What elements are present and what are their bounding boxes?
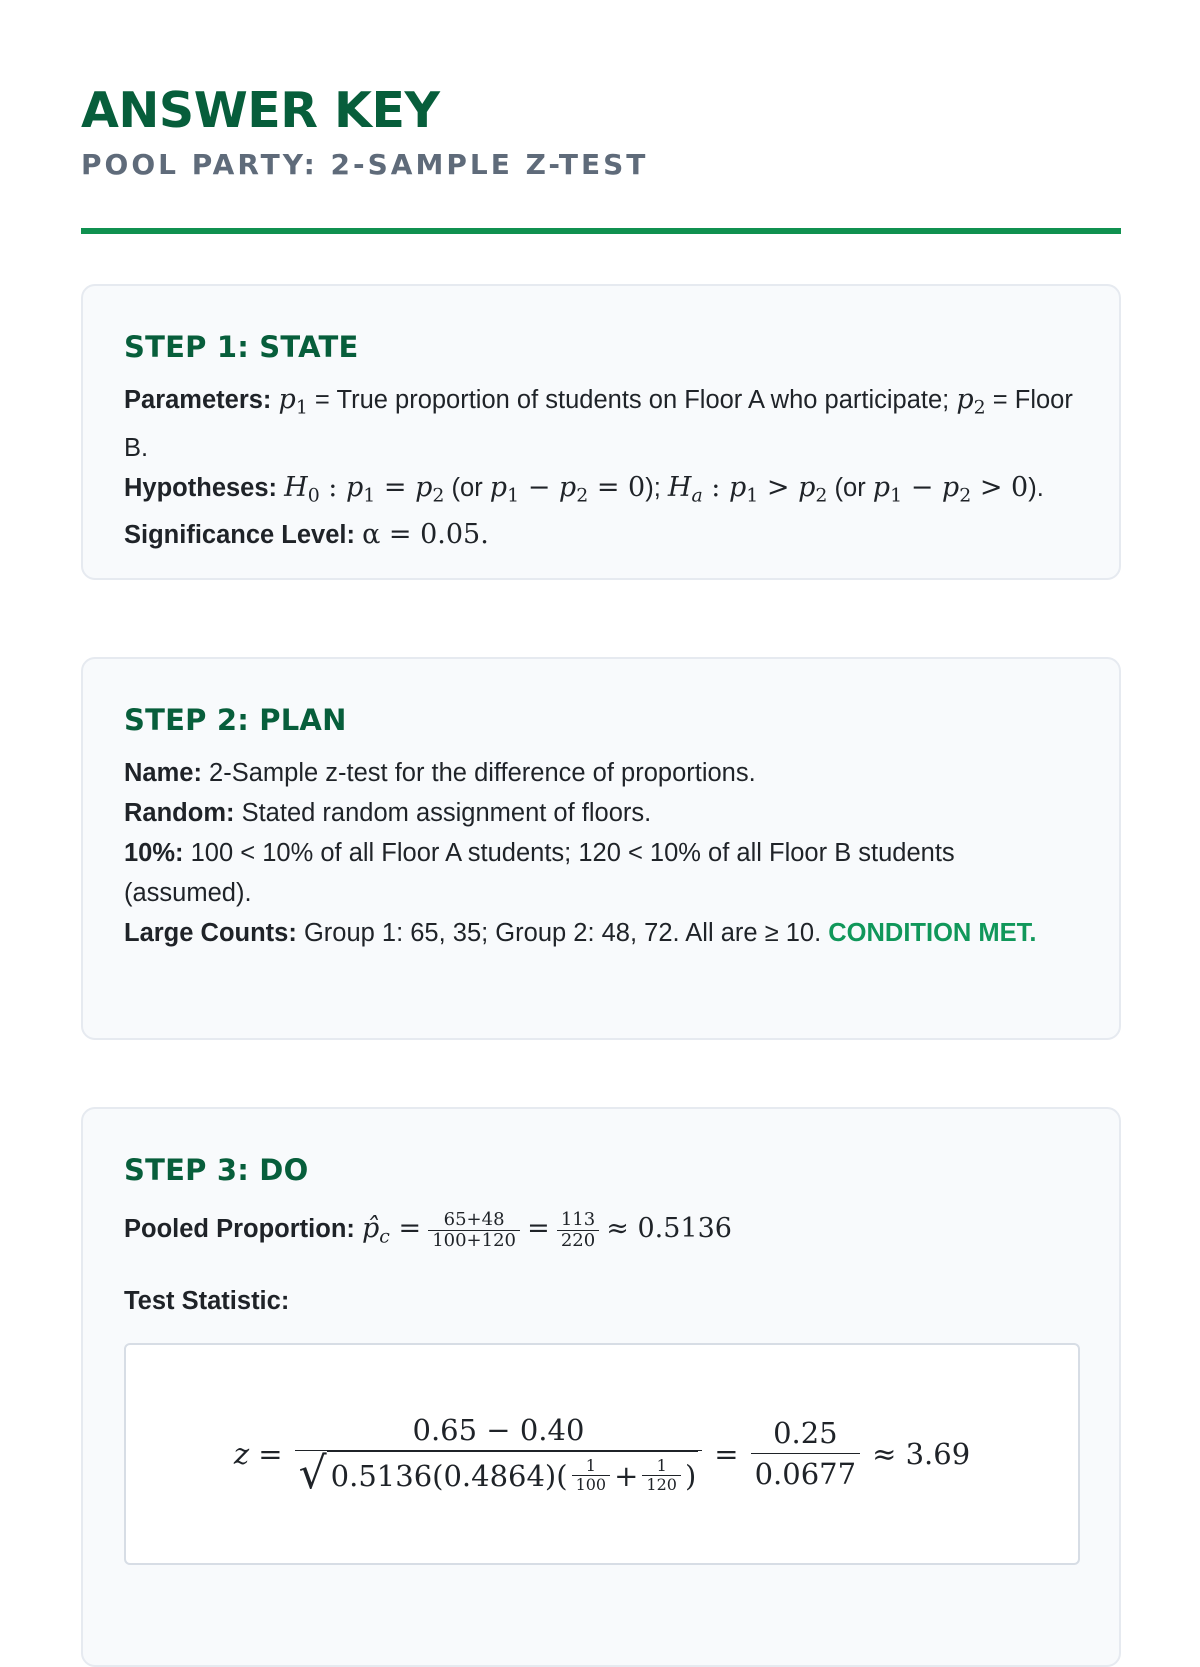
random-label: Random: <box>124 799 235 827</box>
step3-card <box>81 1107 1121 1667</box>
pooled-frac2-den: 220 <box>560 1229 596 1251</box>
ten-percent-line <box>124 833 1079 913</box>
pooled-fraction-1 <box>428 1210 520 1251</box>
n1-den: 100 <box>575 1475 607 1495</box>
hypotheses-line <box>124 468 1079 516</box>
plus-sign: + <box>614 1458 639 1493</box>
hypotheses-close: ); <box>645 473 661 502</box>
ten-percent-label: 10%: <box>124 839 184 867</box>
pooled-frac2-num: 113 <box>557 1210 599 1231</box>
null-hypothesis-diff: $p_1 - p_2 = 0$ <box>489 471 646 507</box>
step2-heading: STEP 2: PLAN <box>124 703 347 737</box>
hypotheses-end: ). <box>1028 473 1044 502</box>
large-counts-text: Group 1: 65, 35; Group 2: 48, 72. All are ≥ 10. <box>303 919 822 947</box>
z-simplified-num: 0.25 <box>751 1413 860 1454</box>
null-hypothesis: $H_0$ : $p_1 = p_2$ <box>284 471 445 507</box>
parameters-text-b: = Floor B. <box>124 386 1073 462</box>
step3-heading: STEP 3: DO <box>124 1153 309 1187</box>
test-statistic-label: Test Statistic: <box>124 1286 290 1315</box>
parameters-text-a: = True proportion of students on Floor A who participate; <box>307 386 957 414</box>
alt-hypothesis: $H_a$ : $p_1 > p_2$ <box>667 471 828 507</box>
pooled-result: ≈ 0.5136 <box>606 1213 732 1244</box>
large-counts-label: Large Counts: <box>124 919 297 947</box>
sqrt-expression <box>298 1447 699 1499</box>
alt-hypothesis-diff: $p_1 - p_2 > 0$ <box>872 471 1029 507</box>
z-simplified-fraction <box>751 1413 860 1494</box>
z-numerator: 0.65 − 0.40 <box>295 1410 703 1451</box>
radicand-text: 0.5136(0.4864)( <box>330 1458 568 1493</box>
step1-card <box>81 284 1121 580</box>
z-main-fraction <box>295 1410 703 1498</box>
radicand <box>327 1451 699 1496</box>
random-line <box>124 793 1079 833</box>
z-symbol: z = <box>233 1436 283 1471</box>
significance-label: Significance Level: <box>124 521 355 550</box>
pooled-frac1-num: 65+48 <box>428 1210 520 1231</box>
hypotheses-or-1: (or <box>451 473 483 502</box>
z-result: ≈ 3.69 <box>872 1436 971 1471</box>
pooled-fraction-2 <box>557 1210 599 1251</box>
name-text: 2-Sample z-test for the difference of proportions. <box>209 759 756 787</box>
large-counts-line <box>124 913 1079 953</box>
parameters-label: Parameters: <box>124 386 272 414</box>
name-label: Name: <box>124 759 202 787</box>
pooled-proportion-line <box>124 1203 1079 1263</box>
p2-symbol: $p_2$ <box>956 384 986 419</box>
hypotheses-label: Hypotheses: <box>124 473 278 502</box>
z-denominator <box>295 1447 703 1499</box>
step1-heading: STEP 1: STATE <box>124 330 359 364</box>
z-formula <box>234 1410 970 1498</box>
n2-fraction: $\frac{1}{120}$ <box>642 1457 681 1494</box>
p1-symbol: $p_1$ <box>278 384 308 419</box>
random-text: Stated random assignment of floors. <box>241 799 652 827</box>
page-subtitle: POOL PARTY: 2-SAMPLE Z-TEST <box>81 148 649 181</box>
n2-den: 120 <box>646 1475 677 1495</box>
close-paren: ) <box>684 1458 697 1493</box>
name-line <box>124 753 1079 793</box>
pooled-label: Pooled Proportion: <box>124 1215 355 1243</box>
header-divider <box>81 228 1121 234</box>
page-title: ANSWER KEY <box>81 82 440 139</box>
p-hat-c-symbol: $p̂_c$ = <box>362 1213 422 1248</box>
step2-card <box>81 657 1121 1040</box>
alpha-value: α = 0.05. <box>362 519 489 551</box>
radical-sign: √ <box>298 1447 327 1499</box>
significance-line <box>124 515 1079 555</box>
equals-sign-2: = <box>714 1436 739 1471</box>
parameters-line <box>124 380 1079 468</box>
ten-percent-text: 100 < 10% of all Floor A students; 120 < 10% of all Floor B students (assumed). <box>124 839 955 907</box>
test-statistic-formula-box <box>124 1343 1080 1565</box>
equals-sign: = <box>527 1213 550 1244</box>
pooled-frac1-den: 100+120 <box>432 1229 516 1251</box>
hypotheses-or-2: (or <box>834 473 866 502</box>
test-statistic-line <box>124 1281 1079 1321</box>
z-simplified-den: 0.0677 <box>754 1457 857 1492</box>
n1-fraction: $\frac{1}{100}$ <box>572 1457 611 1494</box>
condition-met-badge: CONDITION MET. <box>828 919 1037 947</box>
